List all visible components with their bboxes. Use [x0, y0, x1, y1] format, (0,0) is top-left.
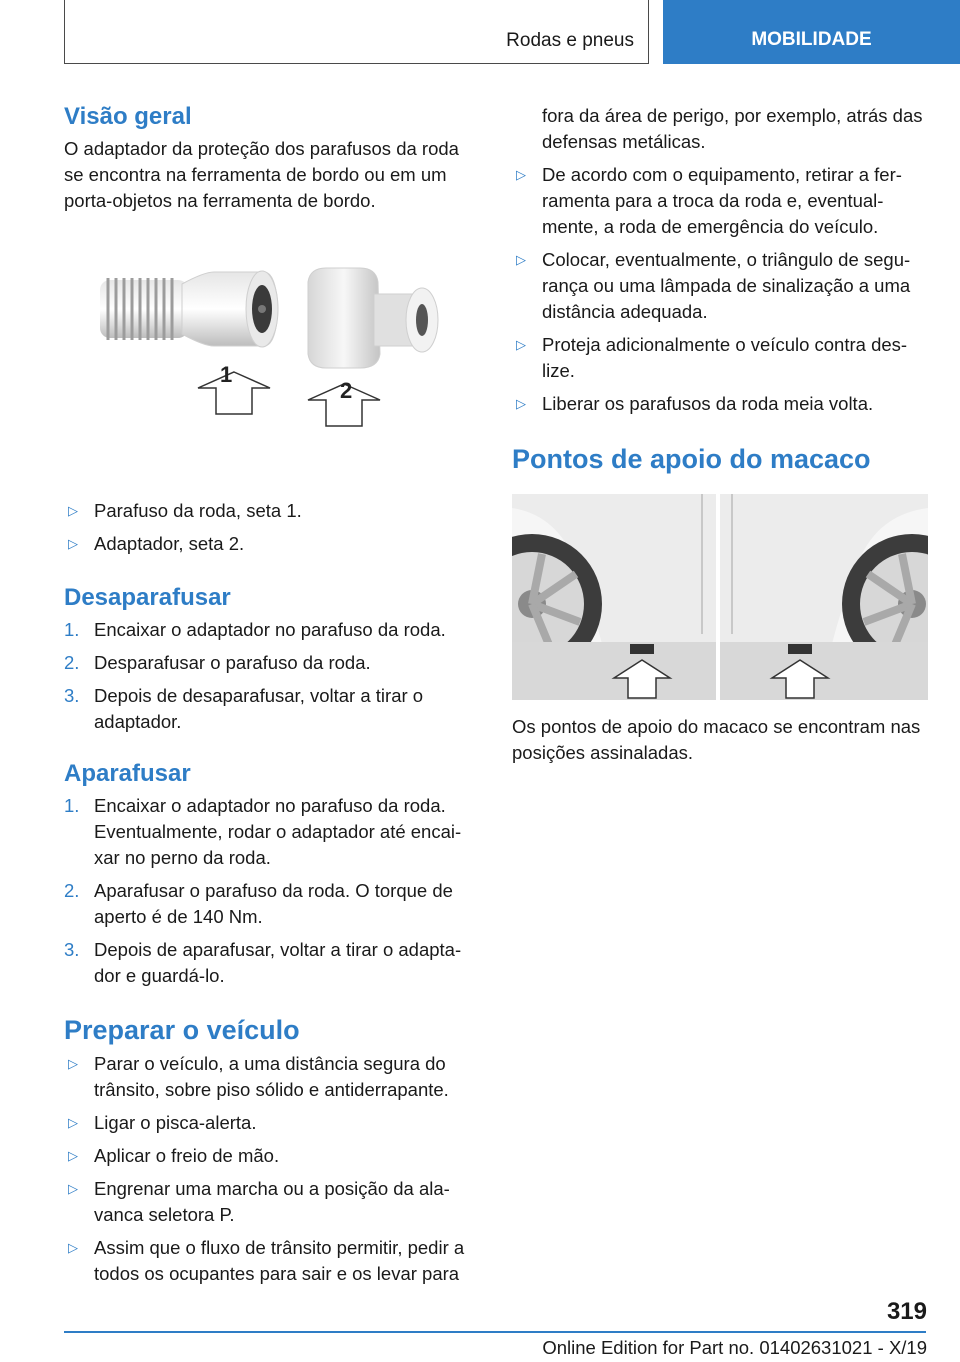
right-column: [512, 103, 928, 766]
list-item: ▷ Proteja adicionalmente o veículo contra deslize.: [516, 334, 908, 381]
footer-divider: [64, 1331, 926, 1333]
list-item: 3. Depois de aparafusar, voltar a tirar o adaptador e guardá-lo.: [64, 939, 462, 986]
list-item: ▷ Engrenar uma marcha ou a posição da alavanca seletora P.: [68, 1178, 450, 1225]
screw-heading: Aparafusar: [64, 760, 191, 787]
triangle-bullet-icon: ▷: [516, 337, 526, 352]
prepare-list-continued: [512, 162, 928, 417]
header-section-title: Rodas e pneus: [506, 30, 634, 51]
list-item: ▷ Adaptador, seta 2.: [64, 531, 480, 557]
triangle-bullet-icon: ▷: [68, 1148, 78, 1163]
jack-points-figure: [512, 494, 928, 700]
figure-label-2: 2: [340, 378, 353, 403]
triangle-bullet-icon: ▷: [68, 503, 78, 518]
prepare-list: [64, 1051, 480, 1287]
list-item: 3. Depois de desaparafusar, voltar a tirar o adaptador.: [64, 685, 424, 732]
left-column: [64, 100, 480, 1287]
list-item: ▷ Ligar o pisca-alerta.: [64, 1110, 480, 1136]
prepare-heading: Preparar o veículo: [64, 1015, 300, 1045]
screw-steps: [64, 793, 480, 989]
triangle-bullet-icon: ▷: [68, 536, 78, 551]
adapter-image: [308, 268, 438, 368]
list-item: ▷ De acordo com o equipamento, retirar a ferramenta para a troca da roda e, eventualmente, a roda de emergência do veículo.: [516, 164, 902, 237]
unscrew-steps: [64, 617, 480, 735]
figure-label-1: 1: [220, 362, 233, 387]
bolt-adapter-figure: [64, 254, 480, 459]
arrow-1-icon: [198, 372, 270, 414]
list-item: 1. Encaixar o adaptador no parafuso da roda. Eventualmente, rodar o adaptador até encaixar no perno da roda.: [64, 795, 462, 868]
list-item: 1. Encaixar o adaptador no parafuso da roda.: [64, 619, 446, 640]
triangle-bullet-icon: ▷: [68, 1181, 78, 1196]
list-item: ▷ Assim que o fluxo de trânsito permitir, pedir a todos os ocupantes para sair e os levar para: [68, 1237, 465, 1284]
overview-heading: Visão geral: [64, 103, 192, 130]
list-item: 2. Desparafusar o parafuso da roda.: [64, 652, 371, 673]
list-item: ▷ Parar o veículo, a uma distância segura do trânsito, sobre piso sólido e antiderrapante.: [68, 1053, 449, 1100]
car-front-image: [512, 494, 716, 700]
header-chapter-tab: MOBILIDADE: [663, 0, 960, 64]
overview-text: O adaptador da proteção dos parafusos da roda se encontra na ferramenta de bordo ou em um porta-objetos na ferramenta de bordo.: [64, 138, 459, 211]
list-item: ▷ Parafuso da roda, seta 1.: [64, 498, 480, 524]
list-item: 2. Aparafusar o parafuso da roda. O torque de aperto é de 140 Nm.: [64, 880, 453, 927]
list-item: ▷ Colocar, eventualmente, o triângulo de segurança ou uma lâmpada de sinalização a uma distância adequada.: [516, 249, 911, 322]
overview-list: [64, 498, 480, 557]
car-rear-image: [720, 494, 928, 700]
list-item: ▷ Liberar os parafusos da roda meia volta.: [512, 391, 928, 417]
triangle-bullet-icon: ▷: [68, 1240, 78, 1255]
jack-points-heading: Pontos de apoio do macaco: [512, 444, 871, 474]
continuation-text: fora da área de perigo, por exemplo, atrás das defensas metálicas.: [542, 105, 923, 152]
triangle-bullet-icon: ▷: [516, 167, 526, 182]
triangle-bullet-icon: ▷: [516, 396, 526, 411]
page-number: 319: [886, 1298, 927, 1325]
triangle-bullet-icon: ▷: [68, 1056, 78, 1071]
unscrew-heading: Desaparafusar: [64, 584, 231, 611]
wheel-bolt-image: [100, 271, 278, 347]
list-item: ▷ Aplicar o freio de mão.: [64, 1143, 480, 1169]
jack-points-text: Os pontos de apoio do macaco se encontram nas posições assinaladas.: [512, 716, 921, 763]
triangle-bullet-icon: ▷: [68, 1115, 78, 1130]
triangle-bullet-icon: ▷: [516, 252, 526, 267]
edition-text: Online Edition for Part no. 01402631021 - X/19: [542, 1337, 927, 1358]
